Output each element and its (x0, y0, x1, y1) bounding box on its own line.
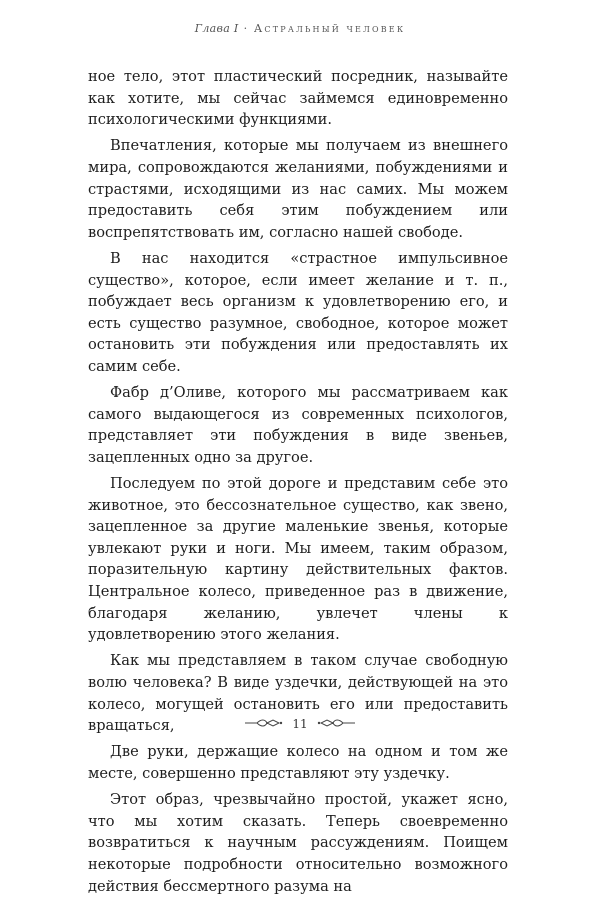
paragraph: Фабр д’Оливе, которого мы рассматриваем как самого выдающегося из современных психологов, представляет эти побуждения в виде звеньев, зацепленных одно за другое. (88, 384, 508, 466)
paragraph: Этот образ, чрезвычайно простой, укажет ясно, что мы хотим сказать. Теперь своевременно возвратиться к научным рассуждениям. Поищем некоторые подробности относительно возможного действия бессмертного разума на (88, 791, 508, 895)
paragraph: ное тело, этот пластический посредник, называйте как хотите, мы сейчас займемся единовременно психологическими функциями. (88, 68, 508, 129)
chapter-title: Астральный человек (253, 22, 406, 35)
paragraph: Две руки, держащие колесо на одном и том же месте, совершенно представляют эту уздечку. (88, 743, 508, 782)
header-separator: · (243, 22, 249, 35)
paragraph: Последуем по этой дороге и представим себе это животное, это бессознательное существо, как звено, зацепленное за другие маленькие звенья, которые увлекают руки и ноги. Мы имеем, таким образом, поразительную картину действительных фактов. Центральное колесо, приведенное раз в движение, благодаря желанию, увлечет члены к удовлетворению этого желания. (88, 475, 508, 644)
paragraph: Как мы представляем в таком случае свободную волю человека? В виде уздечки, действующей на это колесо, могущей остановить его или предоставить вращаться, (88, 652, 508, 735)
paragraph: Впечатления, которые мы получаем из внешнего мира, сопровождаются желаниями, побуждениями и страстями, исходящими из нас самих. Мы можем предоставить себя этим побуждением или воспрепятствовать им, согласно нашей свободе. (88, 137, 508, 241)
left-ornament-icon (243, 717, 283, 731)
paragraph: В нас находится «страстное импульсивное существо», которое, если имеет желание и т. п., побуждает весь организм к удовлетворению его, и есть существо разумное, свободное, которое может остановить эти побуждения или предоставлять их самим себе. (88, 249, 508, 375)
chapter-label: Глава I (194, 22, 239, 35)
body-text (88, 66, 508, 902)
running-header (0, 22, 600, 35)
page-footer (0, 716, 600, 731)
page-number: 11 (292, 716, 308, 731)
right-ornament-icon (317, 717, 357, 731)
